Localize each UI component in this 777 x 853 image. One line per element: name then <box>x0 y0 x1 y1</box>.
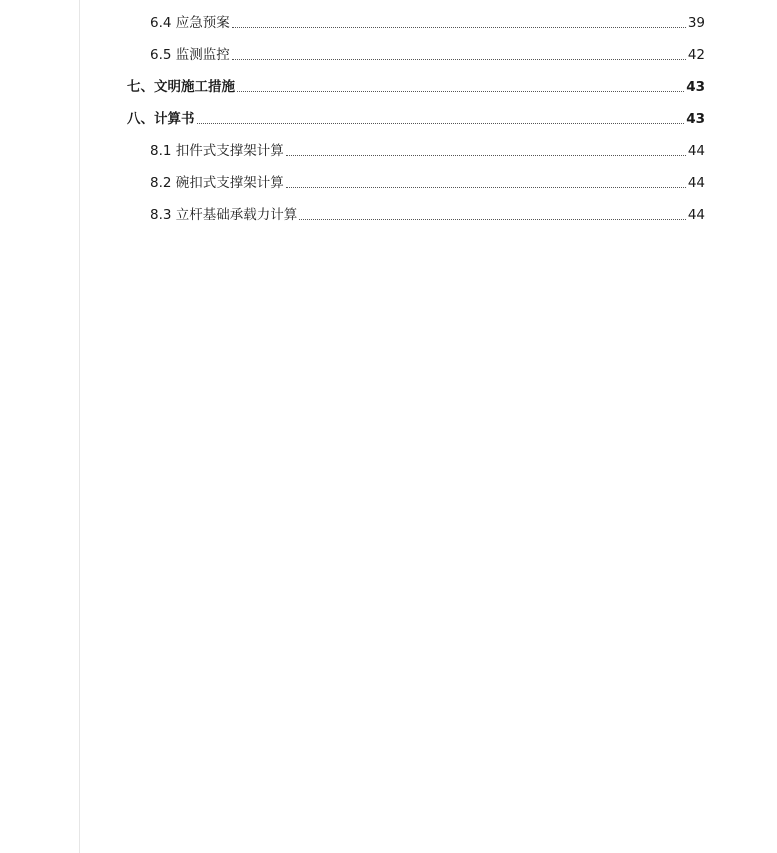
toc-entry-title: 6.4 应急预案 <box>150 15 230 31</box>
toc-entry-page-number: 43 <box>686 79 705 95</box>
toc-entry-page-number: 44 <box>687 143 705 159</box>
toc-entry-8-1[interactable] <box>150 140 705 162</box>
toc-entry-8-2[interactable] <box>150 172 705 194</box>
toc-entry-page-number: 44 <box>687 175 705 191</box>
toc-entry-title: 八、计算书 <box>127 111 195 127</box>
toc-entry-chapter-7[interactable] <box>127 76 705 98</box>
toc-dot-leader <box>286 187 686 188</box>
toc-dot-leader <box>197 123 685 124</box>
toc-entry-title: 七、文明施工措施 <box>127 79 235 95</box>
toc-entry-page-number: 44 <box>687 207 705 223</box>
toc-dot-leader <box>232 59 686 60</box>
toc-dot-leader <box>299 219 686 220</box>
toc-entry-title: 8.3 立杆基础承载力计算 <box>150 207 298 223</box>
toc-entry-8-3[interactable] <box>150 204 705 226</box>
toc-entry-title: 8.2 碗扣式支撑架计算 <box>150 175 284 191</box>
toc-entry-page-number: 43 <box>686 111 705 127</box>
toc-dot-leader <box>232 27 686 28</box>
toc-entry-title: 6.5 监测监控 <box>150 47 230 63</box>
toc-entry-page-number: 39 <box>687 15 705 31</box>
toc-dot-leader <box>286 155 686 156</box>
toc-dot-leader <box>237 91 684 92</box>
toc-entry-6-4[interactable] <box>150 12 705 34</box>
toc-entry-chapter-8[interactable] <box>127 108 705 130</box>
toc-entry-title: 8.1 扣件式支撑架计算 <box>150 143 284 159</box>
toc-entry-page-number: 42 <box>687 47 705 63</box>
page-margin-rule <box>79 0 80 853</box>
toc-entry-6-5[interactable] <box>150 44 705 66</box>
